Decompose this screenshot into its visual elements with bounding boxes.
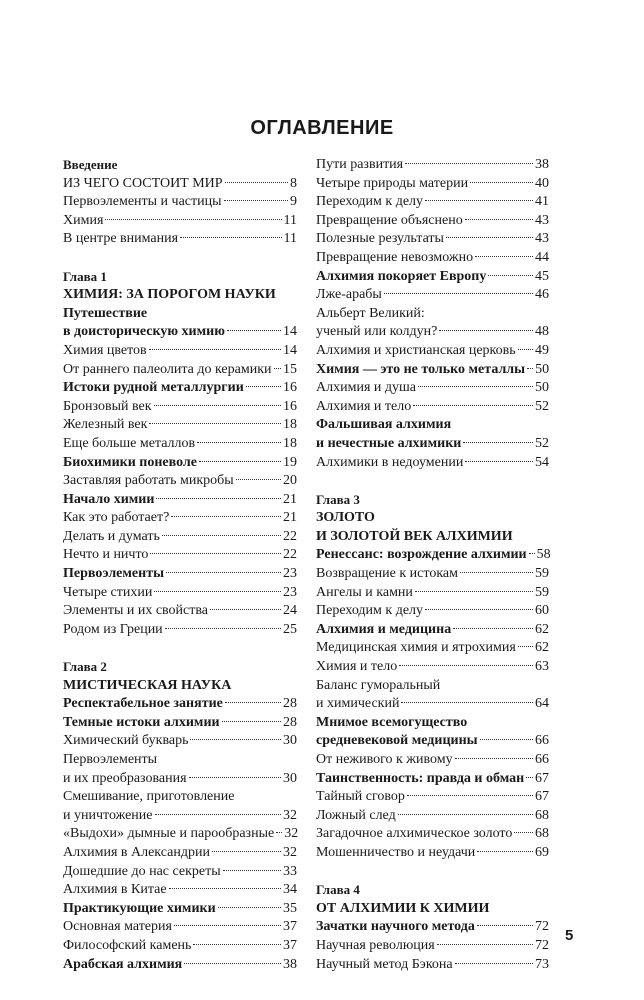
toc-entry-page: 73 (535, 956, 549, 972)
toc-entry-page: 20 (283, 473, 297, 489)
toc-entry-title: Начало химии (63, 491, 155, 507)
toc-entry-title: От раннего палеолита до керамики (63, 361, 272, 377)
dot-leader (477, 925, 533, 926)
toc-entry-line: Мнимое всемогущество (316, 714, 468, 730)
toc-entry-title: Биохимики поневоле (63, 454, 197, 470)
dot-leader (174, 925, 281, 926)
toc-entry-page: 54 (535, 454, 549, 470)
toc-entry (316, 435, 549, 454)
toc-entry-title: Химия (63, 212, 104, 228)
dot-leader (475, 256, 533, 257)
dot-leader (154, 591, 281, 592)
dot-leader (212, 851, 281, 852)
toc-entry (63, 491, 297, 510)
dot-leader (155, 814, 281, 815)
toc-right-column (316, 156, 549, 974)
section-spacer (63, 249, 297, 268)
toc-entry-title: Таинственность: правда и обман (316, 770, 525, 786)
toc-entry-page: 23 (283, 566, 297, 582)
toc-entry-title: средневековой медицины (316, 733, 478, 749)
toc-entry (63, 379, 297, 398)
toc-entry-page: 49 (535, 342, 549, 358)
toc-entry-page: 14 (283, 342, 297, 358)
dot-leader (171, 516, 281, 517)
dot-leader (105, 219, 281, 220)
toc-entry-title: Научный метод Бэкона (316, 956, 453, 972)
toc-entry-title: Алхимия и медицина (316, 621, 452, 637)
section-spacer (316, 863, 549, 882)
toc-entry-page: 24 (283, 603, 297, 619)
toc-entry-title: ИЗ ЧЕГО СОСТОИТ МИР (63, 175, 223, 191)
dot-leader (274, 368, 281, 369)
toc-entry-title: Химический букварь (63, 733, 189, 749)
chapter-title: ЗОЛОТО (316, 510, 375, 526)
toc-entry-title: Четыре природы материи (316, 175, 469, 191)
chapter-label: Введение (63, 157, 118, 172)
toc-entry (63, 472, 297, 491)
toc-entry-title: Ложный след (316, 807, 396, 823)
dot-leader (384, 293, 533, 294)
toc-entry-line: Фальшивая алхимия (316, 417, 452, 433)
toc-entry (63, 844, 297, 863)
toc-entry-page: 62 (535, 621, 549, 637)
toc-entry-page: 21 (283, 491, 297, 507)
toc-entry-title: Алхимия покоряет Европу (316, 268, 487, 284)
toc-entry-title: Лже-арабы (316, 287, 382, 303)
toc-entry (316, 602, 549, 621)
dot-leader (169, 888, 281, 889)
toc-entry-title: Пути развития (316, 157, 404, 172)
toc-entry-page: 28 (283, 714, 297, 730)
toc-entry-title: Нечто и ничто (63, 547, 149, 563)
toc-entry (63, 175, 297, 194)
dot-leader (455, 758, 533, 759)
toc-entry-title: «Выдохи» дымные и парообразные (63, 826, 275, 842)
toc-entry (316, 658, 549, 677)
toc-entry-page: 44 (535, 249, 549, 265)
dot-leader (470, 182, 533, 183)
toc-entry-page: 72 (535, 919, 549, 935)
toc-entry (63, 454, 297, 473)
toc-entry-title: Дошедшие до нас секреты (63, 863, 221, 879)
dot-leader (180, 237, 281, 238)
toc-entry (63, 361, 297, 380)
toc-entry (63, 881, 297, 900)
toc-entry-title: Переходим к делу (316, 194, 424, 210)
toc-entry-page: 59 (535, 584, 549, 600)
toc-entry (63, 212, 297, 231)
dot-leader (189, 777, 281, 778)
dot-leader (190, 739, 281, 740)
toc-entry-page: 9 (290, 194, 297, 210)
toc-entry-page: 38 (283, 956, 297, 972)
toc-entry (316, 249, 549, 268)
toc-entry-title: Алхимия и тело (316, 398, 412, 414)
toc-entry (316, 342, 549, 361)
toc-entry (63, 770, 297, 789)
toc-entry-page: 22 (283, 547, 297, 563)
toc-entry (316, 825, 549, 844)
toc-entry-title: Химия и тело (316, 659, 398, 675)
toc-entry-title: Бронзовый век (63, 398, 152, 414)
toc-entry-title: Переходим к делу (316, 603, 424, 619)
toc-entry-page: 32 (283, 844, 297, 860)
toc-entry (63, 695, 297, 714)
toc-entry (63, 584, 297, 603)
toc-entry-page: 58 (536, 547, 551, 563)
toc-entry-title: Тайный сговор (316, 789, 405, 805)
toc-left-column (63, 156, 297, 974)
toc-entry (316, 751, 549, 770)
toc-entry-title: Темные истоки алхимии (63, 714, 220, 730)
chapter-title: ХИМИЯ: ЗА ПОРОГОМ НАУКИ (63, 287, 276, 303)
dot-leader (465, 219, 533, 220)
dot-leader (184, 963, 281, 964)
toc-entry-title: Истоки рудной металлургии (63, 380, 244, 396)
dot-leader (413, 405, 533, 406)
toc-entry (63, 900, 297, 919)
dot-leader (518, 349, 533, 350)
toc-entry-page: 62 (535, 640, 549, 656)
dot-leader (518, 646, 533, 647)
toc-entry-line: Альберт Великий: (316, 305, 425, 321)
toc-entry-page: 66 (535, 752, 549, 767)
dot-leader (425, 609, 533, 610)
toc-entry-title: Первоэлементы и частицы (63, 194, 222, 210)
dot-leader (165, 628, 281, 629)
toc-entry-title: Медицинская химия и ятрохимия (316, 640, 516, 656)
toc-entry-line: Путешествие (63, 305, 148, 321)
toc-entry-title: Зачатки научного метода (316, 919, 475, 935)
toc-entry-page: 21 (283, 510, 297, 526)
dot-leader (210, 609, 281, 610)
toc-entry-title: От неживого к живому (316, 752, 453, 767)
toc-entry-page: 30 (283, 733, 297, 749)
dot-leader (199, 461, 281, 462)
dot-leader (276, 832, 282, 833)
toc-entry-page: 18 (283, 435, 297, 451)
toc-entry (63, 863, 297, 882)
toc-entry-title: Первоэлементы (63, 566, 165, 582)
toc-entry-page: 50 (535, 380, 549, 396)
toc-entry-title: и химический (316, 696, 400, 712)
toc-entry (316, 212, 549, 231)
toc-entry-page: 8 (290, 175, 297, 191)
dot-leader (166, 572, 281, 573)
toc-entry (63, 546, 297, 565)
dot-leader (398, 814, 533, 815)
toc-entry-page: 41 (535, 194, 549, 210)
toc-entry-page: 60 (535, 603, 549, 619)
dot-leader (156, 498, 281, 499)
dot-leader (455, 963, 533, 964)
toc-entry-page: 22 (283, 528, 297, 544)
toc-entry-page: 11 (283, 212, 297, 228)
toc-entry-page: 16 (283, 380, 297, 396)
dot-leader (149, 349, 281, 350)
dot-leader (480, 739, 533, 740)
toc-entry-page: 67 (535, 770, 549, 786)
toc-entry (63, 565, 297, 584)
toc-entry-title: Основная материя (63, 919, 172, 935)
toc-entry-title: и их преобразования (63, 770, 187, 786)
page-number: 5 (565, 927, 574, 944)
toc-entry-page: 45 (535, 268, 549, 284)
toc-entry-page: 48 (535, 324, 549, 340)
dot-leader (405, 163, 533, 164)
toc-entry-page: 15 (283, 361, 297, 377)
toc-entry-title: Философский камень (63, 937, 192, 953)
toc-entry (63, 528, 297, 547)
toc-entry (316, 361, 549, 380)
toc-entry (316, 323, 549, 342)
toc-entry (316, 639, 549, 658)
chapter-title: ОТ АЛХИМИИ К ХИМИИ (316, 900, 490, 916)
toc-entry (316, 584, 549, 603)
chapter-label: Глава 3 (316, 491, 360, 507)
toc-entry-title: Химия — это не только металлы (316, 361, 526, 377)
dot-leader (193, 944, 281, 945)
toc-entry (316, 732, 549, 751)
toc-entry-page: 50 (535, 361, 550, 377)
chapter-label: Глава 2 (63, 659, 107, 675)
toc-entry (316, 788, 549, 807)
chapter-title: И ЗОЛОТОЙ ВЕК АЛХИМИИ (316, 528, 513, 544)
dot-leader (453, 628, 533, 629)
dot-leader (225, 182, 288, 183)
dot-leader (401, 702, 533, 703)
dot-leader (227, 330, 281, 331)
dot-leader (415, 591, 533, 592)
toc-entry-page: 64 (535, 696, 549, 712)
dot-leader (246, 386, 281, 387)
chapter-label: Глава 1 (63, 268, 107, 284)
toc-entry (316, 193, 549, 212)
toc-entry (63, 825, 297, 844)
dot-leader (399, 665, 533, 666)
toc-entry (316, 286, 549, 305)
toc-entry-title: Респектабельное занятие (63, 696, 223, 712)
toc-entry-title: Четыре стихии (63, 584, 153, 600)
toc-entry-title: Практикующие химики (63, 900, 216, 916)
toc-entry-page: 32 (283, 807, 297, 823)
toc-entry (63, 193, 297, 212)
toc-entry-title: Ренессанс: возрождение алхимии (316, 547, 527, 563)
toc-entry (316, 156, 549, 175)
toc-entry-page: 37 (283, 919, 297, 935)
toc-entry-title: Ангелы и камни (316, 584, 413, 600)
toc-entry-title: Еще больше металлов (63, 435, 196, 451)
toc-entry-page: 69 (535, 844, 549, 860)
toc-entry-title: Мошенничество и неудачи (316, 844, 476, 860)
toc-entry-title: Заставляя работать микробы (63, 473, 234, 489)
toc-entry-page: 59 (535, 566, 549, 582)
toc-entry-page: 68 (535, 826, 549, 842)
toc-entry (316, 454, 549, 473)
dot-leader (224, 200, 288, 201)
toc-entry-page: 43 (535, 231, 549, 247)
dot-leader (223, 870, 281, 871)
dot-leader (425, 200, 533, 201)
toc-entry (63, 621, 297, 640)
toc-entry (316, 546, 549, 565)
dot-leader (439, 330, 533, 331)
toc-entry-title: ученый или колдун? (316, 324, 438, 340)
toc-entry (63, 956, 297, 975)
toc-entry-page: 63 (535, 659, 549, 675)
dot-leader (463, 442, 533, 443)
dot-leader (465, 461, 533, 462)
toc-entry (316, 621, 549, 640)
toc-entry-title: Делать и думать (63, 528, 160, 544)
toc-entry-page: 52 (535, 435, 549, 451)
toc-entry (316, 770, 549, 789)
toc-entry (63, 732, 297, 751)
toc-entry (63, 807, 297, 826)
toc-entry-page: 19 (283, 454, 297, 470)
toc-entry (63, 323, 297, 342)
toc-entry (63, 602, 297, 621)
toc-entry-title: Возвращение к истокам (316, 566, 458, 582)
toc-entry-page: 67 (535, 789, 549, 805)
toc-entry (316, 398, 549, 417)
toc-entry-title: Алхимия и христианская церковь (316, 342, 516, 358)
toc-entry (316, 379, 549, 398)
dot-leader (154, 405, 281, 406)
toc-entry-page: 35 (283, 900, 297, 916)
toc-entry-page: 11 (283, 231, 297, 247)
toc-entry-title: Арабская алхимия (63, 956, 183, 972)
toc-entry-page: 32 (284, 826, 299, 842)
section-spacer (316, 472, 549, 491)
toc-entry-page: 18 (283, 417, 297, 433)
dot-leader (527, 368, 533, 369)
toc-entry-line: Первоэлементы (63, 752, 158, 767)
toc-entry (316, 807, 549, 826)
toc-entry (63, 398, 297, 417)
page-title: ОГЛАВЛЕНИЕ (250, 117, 394, 139)
dot-leader (526, 777, 533, 778)
dot-leader (222, 721, 281, 722)
dot-leader (225, 702, 281, 703)
toc-entry (316, 268, 549, 287)
toc-entry-title: Загадочное алхимическое золото (316, 826, 513, 842)
dot-leader (149, 423, 281, 424)
dot-leader (407, 795, 533, 796)
toc-entry-page: 23 (283, 584, 297, 600)
toc-entry-page: 16 (283, 398, 297, 414)
toc-entry (63, 230, 297, 249)
chapter-title: МИСТИЧЕСКАЯ НАУКА (63, 677, 232, 693)
dot-leader (460, 572, 533, 573)
dot-leader (446, 237, 533, 238)
toc-entry-title: Как это работает? (63, 510, 170, 526)
toc-entry-page: 43 (535, 212, 549, 228)
toc-entry-title: в доисторическую химию (63, 324, 225, 340)
toc-entry-page: 28 (283, 696, 297, 712)
toc-entry (316, 565, 549, 584)
toc-entry-title: и уничтожение (63, 807, 153, 823)
dot-leader (236, 479, 281, 480)
toc-entry-title: Научная революция (316, 937, 435, 953)
toc-entry-page: 68 (535, 807, 549, 823)
dot-leader (437, 944, 533, 945)
toc-entry (63, 416, 297, 435)
toc-entry (63, 509, 297, 528)
toc-entry-title: Алхимия и душа (316, 380, 416, 396)
toc-entry-title: Железный век (63, 417, 148, 433)
toc-entry-title: Превращение объяснено (316, 212, 463, 228)
toc-entry-page: 40 (535, 175, 549, 191)
toc-entry (63, 342, 297, 361)
toc-entry-page: 52 (535, 398, 549, 414)
toc-entry (316, 956, 549, 975)
toc-entry (316, 695, 549, 714)
toc-entry-title: Алхимики в недоумении (316, 454, 464, 470)
toc-entry (63, 937, 297, 956)
toc-entry (316, 175, 549, 194)
toc-entry-title: Родом из Греции (63, 621, 163, 637)
dot-leader (514, 832, 533, 833)
toc-entry-page: 34 (283, 882, 297, 898)
toc-entry (316, 918, 549, 937)
toc-entry-title: Химия цветов (63, 342, 147, 358)
toc-entry-page: 25 (283, 621, 297, 637)
toc-entry-page: 66 (535, 733, 549, 749)
toc-entry (316, 937, 549, 956)
dot-leader (162, 535, 281, 536)
dot-leader (150, 553, 281, 554)
dot-leader (529, 553, 535, 554)
section-spacer (63, 639, 297, 658)
toc-entry-page: 72 (535, 937, 549, 953)
chapter-label: Глава 4 (316, 882, 360, 898)
toc-entry-title: Превращение невозможно (316, 249, 474, 265)
toc-entry-title: Полезные результаты (316, 231, 444, 247)
toc-entry (63, 918, 297, 937)
toc-entry (63, 435, 297, 454)
toc-entry-page: 38 (535, 157, 549, 172)
toc-entry-page: 30 (283, 770, 297, 786)
dot-leader (197, 442, 281, 443)
toc-entry-title: и нечестные алхимики (316, 435, 462, 451)
toc-entry-line: Смешивание, приготовление (63, 789, 235, 805)
toc-entry-title: Элементы и их свойства (63, 603, 209, 619)
toc-entry-title: Алхимия в Александрии (63, 844, 210, 860)
toc-entry (316, 844, 549, 863)
toc-entry-page: 46 (535, 287, 549, 303)
toc-entry-title: Алхимия в Китае (63, 882, 167, 898)
dot-leader (418, 386, 533, 387)
dot-leader (477, 851, 533, 852)
toc-entry (316, 230, 549, 249)
toc-entry (63, 714, 297, 733)
dot-leader (488, 275, 533, 276)
toc-entry-line: Баланс гуморальный (316, 677, 441, 693)
toc-entry-page: 14 (283, 324, 297, 340)
toc-entry-page: 37 (283, 937, 297, 953)
toc-entry-title: В центре внимания (63, 231, 179, 247)
dot-leader (218, 907, 281, 908)
toc-entry-page: 33 (283, 863, 297, 879)
